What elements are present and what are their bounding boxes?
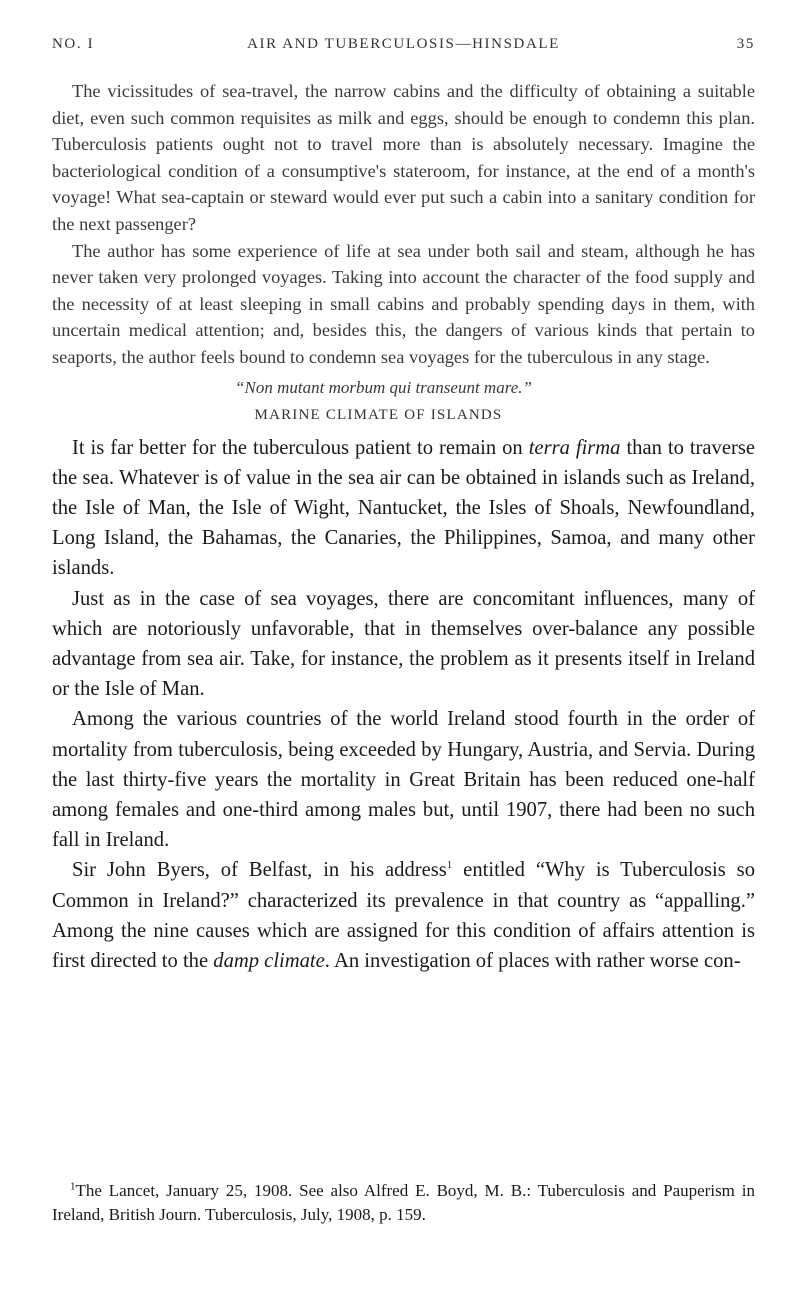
footnote-text: The Lancet, January 25, 1908. See also Alfred E. Boyd, M. B.: Tuberculosis and Pauperism in Ireland, British Journ. Tuberculosis, July, 1908, p. 159.	[52, 1181, 755, 1224]
footnote	[52, 1179, 755, 1227]
latin-quote: “Non mutant morbum qui transeunt mare.”	[235, 377, 532, 397]
footnotes	[52, 1179, 755, 1227]
body-text	[52, 78, 755, 976]
book-page	[52, 0, 755, 1290]
running-title: AIR AND TUBERCULOSIS—HINSDALE	[247, 36, 560, 52]
section-heading: MARINE CLIMATE OF ISLANDS	[254, 406, 503, 423]
paragraph-islands	[52, 433, 755, 584]
issue-number: NO. I	[52, 36, 95, 52]
footnote-reference: 1	[446, 859, 453, 872]
paragraph-byers-text-1: Sir John Byers, of Belfast, in his address	[72, 859, 447, 882]
paragraph-ireland-mortality: Among the various countries of the world Ireland stood fourth in the order of mortality from tuberculosis, being exceeded by Hungary, Austria, and Servia. During the last thirty-five years the mortality in Great Britain has been reduced one-half among females and one-third among males but, until 1907, there had been no such fall in Ireland.	[52, 708, 755, 852]
paragraph-byers-address	[52, 855, 755, 976]
paragraph-islands-emphasis: terra firma	[528, 436, 621, 459]
paragraph-sea-travel: The vicissitudes of sea-travel, the narrow cabins and the difficulty of obtaining a suitable diet, even such common requisites as milk and eggs, should be enough to condemn this plan. Tuberculosis patients ought not to travel more than is absolutely necessary. Imagine the bacteriological condition of a consumptive's stateroom, for instance, at the end of a month's voyage! What sea-captain or steward would ever put such a cabin into a sanitary condition for the next passenger?	[52, 81, 755, 234]
paragraph-byers-emphasis: damp climate	[213, 949, 325, 972]
paragraph-islands-text-1: It is far better for the tuberculous patient to remain on	[72, 436, 529, 459]
paragraph-byers-text-3: . An investigation of places with rather worse con-	[324, 949, 741, 972]
paragraph-author-experience: The author has some experience of life at sea under both sail and steam, although he has never taken very prolonged voyages. Taking into account the character of the food supply and the necessity of at least sleeping in small cabins and probably spending days in them, with uncertain medical attention; and, besides this, the dangers of various kinds that pertain to seaports, the author feels bound to condemn sea voyages for the tuberculous in any stage.	[52, 240, 755, 367]
paragraph-byers-text-2: entitled “Why is Tuberculosis so Common in Ireland?” characterized its prevalence in that country as “appalling.” Among the nine causes which are assigned for this condition of affairs attention is first directed to the	[52, 859, 755, 972]
footnote-mark: 1	[70, 1180, 76, 1193]
running-head	[52, 36, 755, 58]
paragraph-concomitant-influences: Just as in the case of sea voyages, there are concomitant influences, many of which are notoriously unfavorable, that in themselves over-balance any possible advantage from sea air. Take, for instance, the problem as it presents itself in Ireland or the Isle of Man.	[52, 587, 755, 701]
paragraph-islands-text-2: than to traverse the sea. Whatever is of value in the sea air can be obtained in islands such as Ireland, the Isle of Man, the Isle of Wight, Nantucket, the Isles of Shoals, Newfoundland, Long Island, the Bahamas, the Canaries, the Philippines, Samoa, and many other islands.	[52, 436, 756, 580]
page-number: 35	[736, 36, 755, 52]
